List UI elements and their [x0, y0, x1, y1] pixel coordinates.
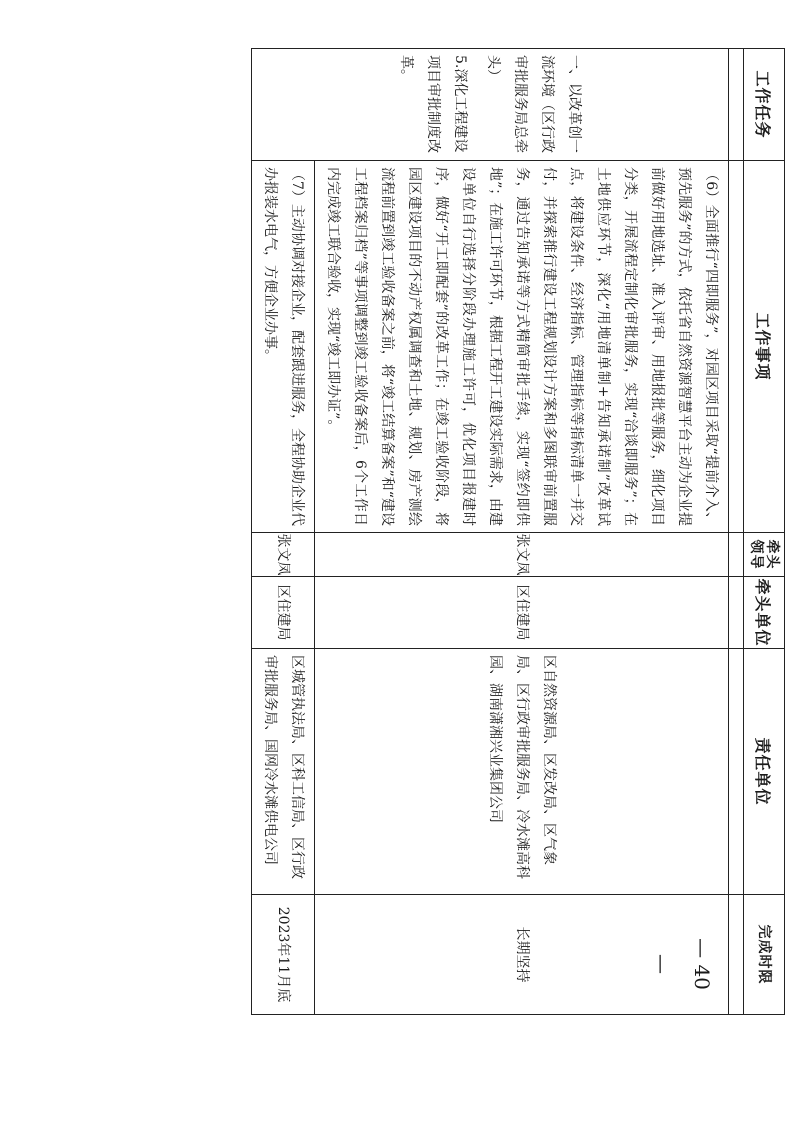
work-item: （6）全面推行“四即服务”，对园区项目采取“提前介入、预先服务”的方式，依托省自然资源智慧平台主动为企业提前做好用地选址、准入评审、用地报批等服务，细化项目分类，开展流程定制化审批服务，实现“洽谈即服务”；在土地供应环节，深化“用地清单制+告知承诺制”改革试点，将建设条件、经济指标、管理指标等指标清单一并交付，并探索推行建设工程规划设计方案和多图联审前置服务，通过告知承诺等方式精简审批手续，实现“签约即供地”；在施工许可环节，根据工程开工建设实际需求，由建设单位自行选择分阶段办理施工许可，优化项目报建时序，做好“开工即配套”的改革工作；在竣工验收阶段，将园区建设项目的不动产权属调查和土地、规划、房产测绘流程前置到竣工验收备案之前，将“竣工结算备案”和“建设工程档案归档”等事项调整到竣工验收备案后，6个工作日内完成竣工联合验收，实现“竣工即办证”。 [315, 161, 729, 533]
header-lead-unit: 牵头单位 [744, 577, 785, 649]
spacer-row [729, 49, 744, 1015]
header-deadline: 完成时限 [744, 895, 785, 1015]
header-item: 工作事项 [744, 161, 785, 533]
responsible-units: 区自然资源局、区发改局、区气象局、区行政审批服务局、冷水滩高科园、湖南潇湘兴业集团公司 [315, 649, 729, 895]
rotated-table-container [110, 48, 785, 1014]
work-item: （7）主动协调对接企业，配套跟进服务，全程协助企业代办报装水电气，方便企业办事。 [252, 161, 315, 533]
table-row [315, 49, 729, 1015]
lead-leader: 张文凤 [315, 533, 729, 577]
table-row [252, 49, 315, 1015]
lead-leader: 张文凤 [252, 533, 315, 577]
page-number: — 40 — [650, 938, 714, 990]
header-leader: 牵头领导 [744, 533, 785, 577]
deadline: 2023年11月底 [252, 895, 315, 1015]
header-task: 工作任务 [744, 49, 785, 161]
task-cell [252, 49, 729, 161]
lead-unit: 区住建局 [315, 577, 729, 649]
section-title: 一、以改革创一流环境（区行政审批服务局总牵头） [485, 55, 583, 153]
responsible-units: 区城管执法局、区科工信局、区行政审批服务局、国网冷水滩供电公司 [252, 649, 315, 895]
lead-unit: 区住建局 [252, 577, 315, 649]
work-task-table [251, 48, 785, 1015]
header-row [744, 49, 785, 1015]
header-resp-units: 责任单位 [744, 649, 785, 895]
deadline: 长期坚持 [315, 895, 729, 1015]
task-title: 5.深化工程建设项目审批制度改革。 [398, 55, 469, 153]
